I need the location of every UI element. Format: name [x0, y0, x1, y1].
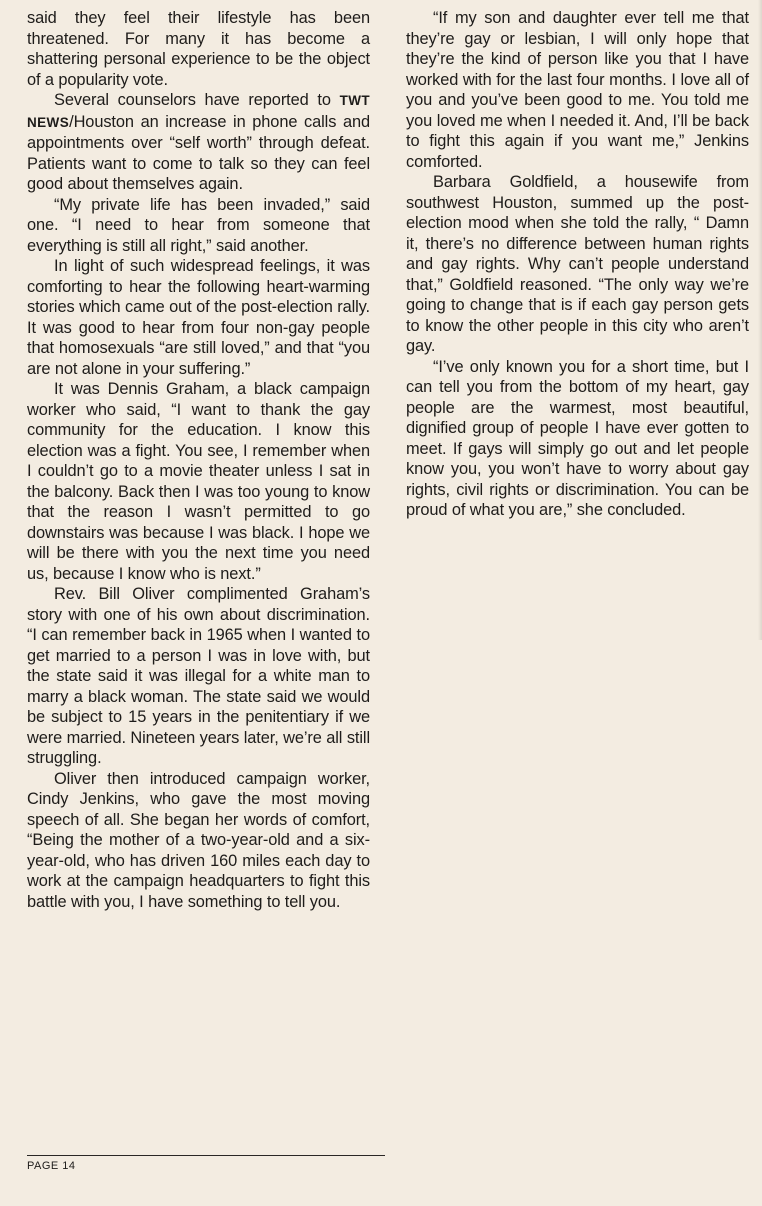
page-number: PAGE 14 — [27, 1160, 76, 1172]
left-paragraph-2-end: /Houston an increase in phone calls and appointments over “self worth” through defeat. Patients want to come to talk so they can feel good about themselves again. — [27, 112, 370, 193]
left-paragraph-2 — [27, 90, 370, 195]
right-paragraph-1: “If my son and daughter ever tell me that they’re gay or lesbian, I will only hope that they’re the kind of person like you that I have worked with for the last four months. I love all of you and you’ve been good to me. You told me you loved me when I needed it. And, I’ll be back to fight this again if you want me,” Jenkins comforted. — [406, 9, 749, 171]
twt-news-mark: TWT NEWS — [27, 93, 370, 130]
left-paragraph-5: It was Dennis Graham, a black campaign worker who said, “I want to thank the gay community for the education. I know this election was a fight. You see, I remember when I couldn’t go to a movie theater unless I sat in the balcony. Back then I was too young to know that the reason I wasn’t permitted to go downstairs was because I was black. I hope we will be there with you the next time you need us, because I know who is next.” — [27, 380, 370, 583]
right-paragraph-2: Barbara Goldfield, a housewife from southwest Houston, summed up the post-election mood when she told the rally, “ Damn it, there’s no difference between human rights and gay rights. Why can’t people understand that,” Goldfield reasoned. “The only way we’re going to change that is if each gay person gets to know the other people in this city who aren’t gay. — [406, 173, 749, 355]
left-paragraph-2-start: Several counselors have reported to — [54, 91, 340, 109]
left-paragraph-4: In light of such widespread feelings, it was comforting to hear the following heart-warming stories which came out of the post-election rally. It was good to hear from four non-gay people that homosexuals “are still loved,” and that “you are not alone in your suffering.” — [27, 257, 370, 378]
right-paragraph-3: “I’ve only known you for a short time, but I can tell you from the bottom of my heart, gay people are the warmest, most beautiful, dignified group of people I have ever gotten to meet. If gays will simply go out and let people know you, you won’t have to worry about gay rights, civil rights or discrimination. You can be proud of what you are,” she concluded. — [406, 357, 749, 519]
page-edge-shadow — [758, 0, 762, 640]
left-paragraph-1: said they feel their lifestyle has been threatened. For many it has become a shattering personal experience to be the object of a popularity vote. — [27, 9, 370, 89]
left-column — [27, 8, 370, 912]
left-paragraph-6: Rev. Bill Oliver complimented Graham’s story with one of his own about discrimination. “I can remember back in 1965 when I wanted to get married to a person I was in love with, but the state said it was illegal for a white man to marry a black woman. The state said we would be subject to 15 years in the penitentiary if we were married. Nineteen years later, we’re all still struggling. — [27, 585, 370, 767]
left-paragraph-3: “My private life has been invaded,” said one. “I need to hear from someone that everything is still all right,” said another. — [27, 195, 370, 255]
left-paragraph-7: Oliver then introduced campaign worker, Cindy Jenkins, who gave the most moving speech of all. She began her words of comfort, “Being the mother of a two-year-old and a six-year-old, who has driven 160 miles each day to work at the campaign headquarters to fight this battle with you, I have something to tell you. — [27, 769, 370, 911]
footer-rule — [27, 1155, 385, 1156]
right-column — [406, 8, 749, 521]
